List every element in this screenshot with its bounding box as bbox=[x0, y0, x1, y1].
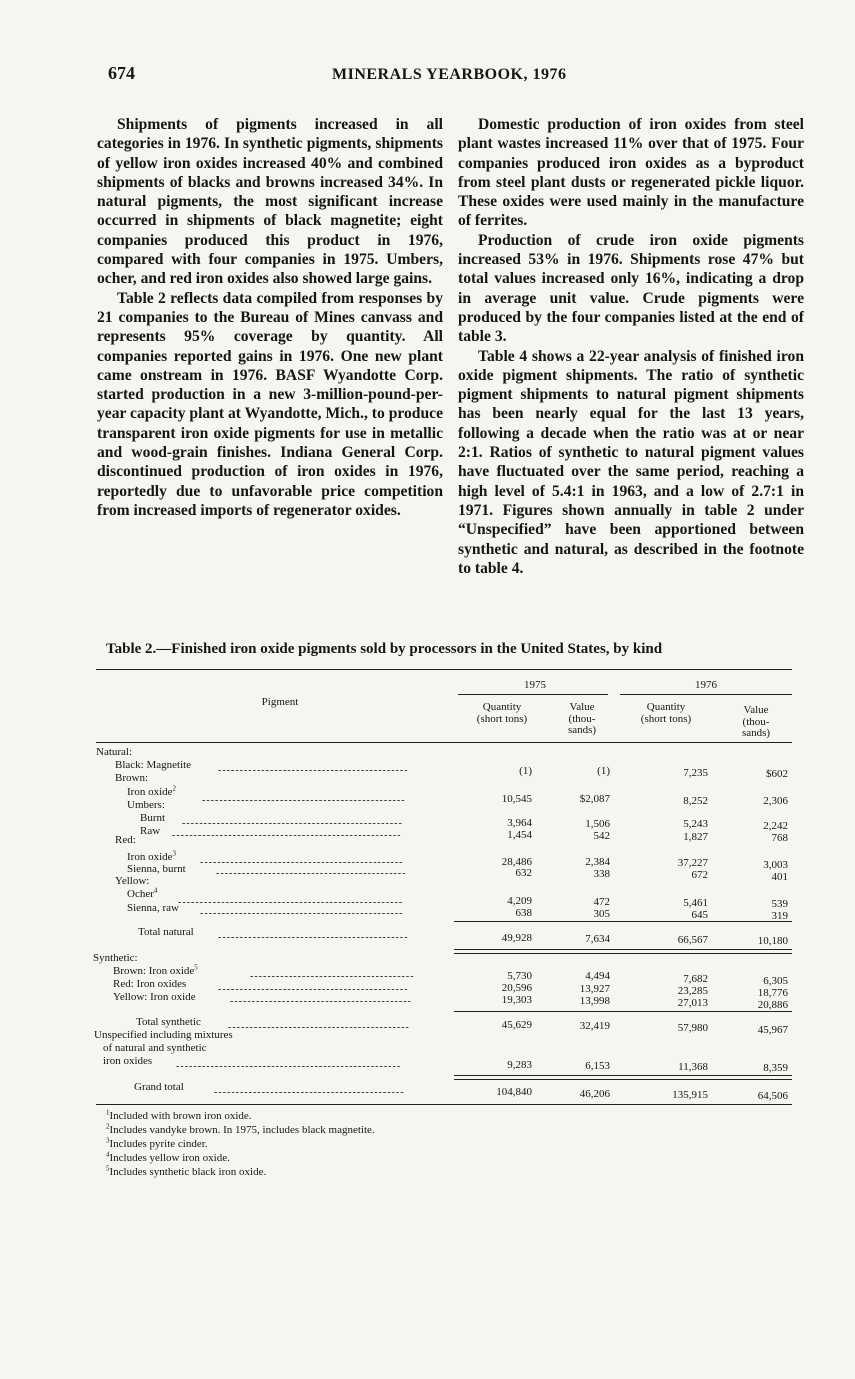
table-cell: 7,235 bbox=[683, 767, 708, 779]
table-cell: 4,209 bbox=[507, 895, 532, 907]
paragraph: Domestic production of iron oxides from steel plant wastes increased 11% over that of 1975. Four companies produced iron oxides as a byproduct from steel plant dusts or regenerated pickle liquor. These oxides were used mainly in the manufacture of ferrites. bbox=[458, 116, 804, 230]
row-label: Total natural bbox=[138, 926, 194, 938]
table-bottom-rule bbox=[96, 1104, 792, 1105]
row-label: Brown: Iron oxide$^5$ bbox=[113, 963, 198, 977]
table-cell: 9,283 bbox=[507, 1059, 532, 1071]
leader-dots: ------------------------------------------ bbox=[228, 1022, 410, 1033]
table-cell: 539 bbox=[771, 898, 788, 910]
leader-dots: ---------------------------------------------------- bbox=[176, 1061, 402, 1072]
row-label: Burnt bbox=[140, 812, 166, 824]
table-cell: 2,242 bbox=[763, 820, 788, 832]
section-rule bbox=[454, 953, 792, 954]
table-cell: 13,927 bbox=[579, 983, 610, 995]
col-header-quantity: Quantity (short tons) bbox=[476, 701, 528, 725]
table-cell: 23,285 bbox=[677, 985, 708, 997]
row-label: Brown: bbox=[115, 772, 148, 784]
col-header-quantity: Quantity (short tons) bbox=[640, 701, 692, 725]
footnote: $^2$Includes vandyke brown. In 1975, includes black magnetite. bbox=[106, 1122, 375, 1136]
table-cell: 135,915 bbox=[672, 1089, 708, 1101]
table-cell: 3,964 bbox=[507, 817, 532, 829]
table-cell: 49,928 bbox=[501, 932, 532, 944]
table-cell: 10,180 bbox=[757, 935, 788, 947]
right-column bbox=[458, 115, 804, 578]
col-header-value: Value (thou-sands) bbox=[567, 701, 597, 736]
footnote: $^1$Included with brown iron oxide. bbox=[106, 1108, 252, 1122]
leader-dots: ----------------------------------------------- bbox=[200, 908, 404, 919]
table-cell: 1,827 bbox=[683, 831, 708, 843]
table-cell: 45,629 bbox=[501, 1019, 532, 1031]
table-cell: 5,461 bbox=[683, 897, 708, 909]
table-cell: 2,384 bbox=[585, 856, 610, 868]
table-cell: 4,494 bbox=[585, 970, 610, 982]
table-cell: 66,567 bbox=[677, 934, 708, 946]
footnote: $^4$Includes yellow iron oxide. bbox=[106, 1150, 230, 1164]
row-label: Sienna, raw bbox=[127, 902, 179, 914]
row-label: Total synthetic bbox=[136, 1016, 201, 1028]
table-cell: 11,368 bbox=[678, 1061, 708, 1073]
leader-dots: --------------------------------------------------- bbox=[182, 818, 403, 829]
leader-dots: ----------------------------------------------- bbox=[200, 857, 404, 868]
table-cell: 6,153 bbox=[585, 1060, 610, 1072]
leader-dots: -------------------------------------------- bbox=[218, 984, 409, 995]
leader-dots: -------------------------------------------- bbox=[218, 932, 409, 943]
row-label: Black: Magnetite bbox=[115, 759, 192, 771]
table-cell: 672 bbox=[691, 869, 708, 881]
leader-dots: -------------------------------------------- bbox=[214, 1087, 405, 1098]
row-label: Unspecified including mixtures bbox=[94, 1029, 233, 1041]
running-head: MINERALS YEARBOOK, 1976 bbox=[332, 66, 567, 83]
table-cell: 768 bbox=[771, 832, 788, 844]
table-cell: 305 bbox=[593, 908, 610, 920]
leader-dots: ---------------------------------------------------- bbox=[178, 897, 404, 908]
paragraph: Table 2 reflects data compiled from responses by 21 companies to the Bureau of Mines canvass and represents 95% coverage by quantity. All companies reported gains in 1976. One new plant came onstream in 1976. BASF Wyandotte Corp. started production in a new 3-million-pound-per-year capacity plant at Wyandotte, Mich., to produce transparent iron oxide pigments for use in metallic and wood-grain finishes. Indiana General Corp. discontinued production of iron oxides in 1976, reportedly due to unfavorable price competition from increased imports of regenerator oxides. bbox=[97, 289, 443, 519]
table-cell: 28,486 bbox=[501, 856, 532, 868]
table-cell: 1,454 bbox=[507, 829, 532, 841]
leader-dots: ----------------------------------------------------- bbox=[172, 830, 402, 841]
table-cell: 542 bbox=[593, 830, 610, 842]
table-cell: 1,506 bbox=[585, 818, 610, 830]
table-cell: 7,634 bbox=[585, 933, 610, 945]
col-header-value: Value (thou-sands) bbox=[741, 704, 771, 739]
year-rule bbox=[458, 694, 608, 695]
row-label: Ocher$^4$ bbox=[127, 886, 158, 900]
left-column bbox=[97, 115, 443, 520]
table-cell: (1) bbox=[597, 765, 610, 777]
row-label: Yellow: Iron oxide bbox=[113, 991, 196, 1003]
table-cell: 645 bbox=[691, 909, 708, 921]
table-cell: 5,243 bbox=[683, 818, 708, 830]
table-cell: 20,886 bbox=[757, 999, 788, 1011]
leader-dots: -------------------------------------------- bbox=[218, 765, 409, 776]
row-label: Synthetic: bbox=[93, 952, 138, 964]
row-label: iron oxides bbox=[103, 1055, 153, 1067]
page-number: 674 bbox=[108, 63, 135, 83]
section-rule bbox=[454, 949, 792, 950]
table-cell: 20,596 bbox=[501, 982, 532, 994]
table-cell: 2,306 bbox=[763, 795, 788, 807]
table-top-rule bbox=[96, 669, 792, 670]
year-1976: 1976 bbox=[695, 679, 717, 691]
table-cell: 7,682 bbox=[683, 973, 708, 985]
table-cell: 632 bbox=[515, 867, 532, 879]
table-cell: $2,087 bbox=[579, 793, 610, 805]
row-label: Grand total bbox=[134, 1081, 184, 1093]
subtotal-rule bbox=[454, 1075, 792, 1076]
row-label: Iron oxide$^3$ bbox=[127, 849, 177, 863]
table-cell: 37,227 bbox=[677, 857, 708, 869]
col-header-pigment: Pigment bbox=[261, 696, 299, 708]
table-cell: 3,003 bbox=[763, 859, 788, 871]
leader-dots: -------------------------------------- bbox=[250, 971, 415, 982]
row-label: Red: bbox=[115, 834, 136, 846]
row-label: Red: Iron oxides bbox=[113, 978, 187, 990]
paragraph: Shipments of pigments increased in all categories in 1976. In synthetic pigments, shipments of yellow iron oxides increased 40% and combined shipments of blacks and browns increased 34%. In natural pigments, the most significant increase occurred in shipments of black magnetite; eight companies produced this product in 1976, compared with four companies in 1975. Umbers, ocher, and red iron oxides also showed large gains. bbox=[97, 116, 443, 288]
footnote: $^5$Includes synthetic black iron oxide. bbox=[106, 1164, 267, 1178]
leader-dots: ----------------------------------------------- bbox=[202, 795, 406, 806]
footnote: $^3$Includes pyrite cinder. bbox=[106, 1136, 208, 1150]
leader-dots: -------------------------------------------- bbox=[216, 868, 407, 879]
table-cell: 57,980 bbox=[677, 1022, 708, 1034]
table-cell: 472 bbox=[593, 896, 610, 908]
table-cell: 27,013 bbox=[677, 997, 708, 1009]
year-1975: 1975 bbox=[524, 679, 546, 691]
table-cell: 18,776 bbox=[757, 987, 788, 999]
leader-dots: ------------------------------------------ bbox=[230, 996, 412, 1007]
year-rule bbox=[620, 694, 792, 695]
table-cell: 32,419 bbox=[579, 1020, 610, 1032]
table-cell: 19,303 bbox=[501, 994, 532, 1006]
table-cell: 8,359 bbox=[763, 1062, 788, 1074]
row-label: Umbers: bbox=[127, 799, 165, 811]
table-cell: 13,998 bbox=[579, 995, 610, 1007]
row-label: Yellow: bbox=[115, 875, 150, 887]
table-cell: 6,305 bbox=[763, 975, 788, 987]
table-cell: 64,506 bbox=[757, 1090, 788, 1102]
table-cell: 45,967 bbox=[757, 1024, 788, 1036]
row-label: Iron oxide$^2$ bbox=[127, 784, 177, 798]
table-cell: 8,252 bbox=[683, 795, 708, 807]
header-bottom-rule bbox=[96, 742, 792, 743]
table-cell: $602 bbox=[766, 768, 788, 780]
table-cell: 638 bbox=[515, 907, 532, 919]
table-cell: 104,840 bbox=[496, 1086, 532, 1098]
paragraph: Table 4 shows a 22-year analysis of finished iron oxide pigment shipments. The ratio of synthetic pigment shipments to natural pigment shipments has been nearly equal for the last 13 years, following a decade when the ratio was at or near 2:1. Ratios of synthetic to natural pigment values have fluctuated over the same period, reaching a high level of 5.4:1 in 1963, and a low of 2.7:1 in 1971. Figures shown annually in table 2 under “Unspecified” have been apportioned between synthetic and natural, as described in the footnote to table 4. bbox=[458, 347, 804, 577]
row-label: Sienna, burnt bbox=[127, 863, 186, 875]
subtotal-rule bbox=[454, 1079, 792, 1080]
subtotal-rule bbox=[454, 1011, 792, 1012]
table-cell: 46,206 bbox=[579, 1088, 610, 1100]
row-label: Raw bbox=[140, 825, 161, 837]
table-cell: 338 bbox=[593, 868, 610, 880]
row-label: Natural: bbox=[96, 746, 133, 758]
table-cell: 401 bbox=[771, 871, 788, 883]
paragraph: Production of crude iron oxide pigments increased 53% in 1976. Shipments rose 47% but total values increased only 16%, indicating a drop in average unit value. Crude pigments were produced by the four companies listed at the end of table 3. bbox=[458, 231, 804, 346]
row-label: of natural and synthetic bbox=[103, 1042, 207, 1054]
table-cell: 319 bbox=[771, 910, 788, 922]
table-cell: 10,545 bbox=[501, 793, 532, 805]
table-cell: (1) bbox=[519, 765, 532, 777]
table-title: Table 2.—Finished iron oxide pigments sold by processors in the United States, by kind bbox=[106, 641, 663, 657]
table-cell: 5,730 bbox=[507, 970, 532, 982]
